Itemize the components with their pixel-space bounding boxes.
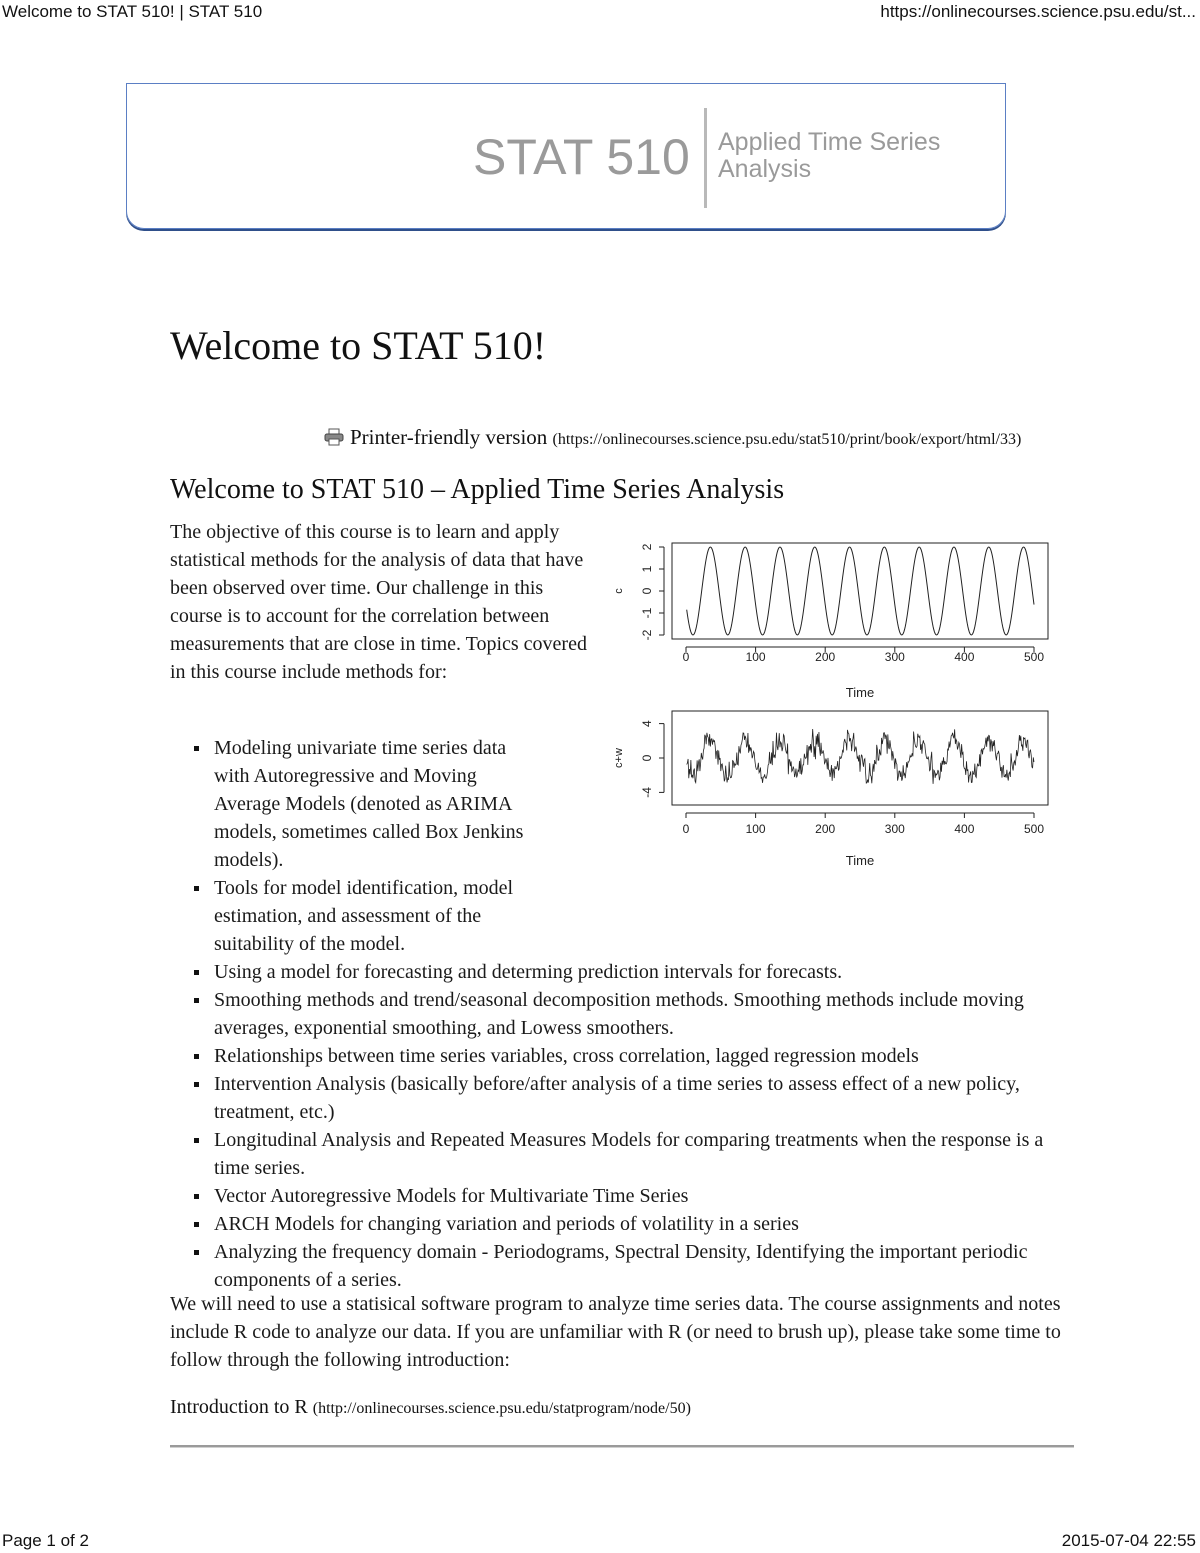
print-timestamp: 2015-07-04 22:55 [1061,1531,1196,1550]
x-tick-label: 100 [745,822,766,836]
x-tick-label: 200 [815,650,836,664]
section-subtitle: Welcome to STAT 510 – Applied Time Series Analysis [170,474,785,505]
x-axis-label: Time [845,685,875,700]
x-tick-label: 300 [884,650,905,664]
printer-friendly-link[interactable] [324,425,1021,452]
y-tick-label: -4 [640,787,655,798]
print-page-title: Welcome to STAT 510! | STAT 510 [2,2,263,21]
y-tick-label: 0 [640,587,655,595]
list-item: Smoothing methods and trend/seasonal decomposition methods. Smoothing methods include moving averages, exponential smoothing, and Lowess smoothers. [170,986,1080,1042]
x-tick-label: 300 [884,822,905,836]
closing-paragraph: We will need to use a statisical software program to analyze time series data. The course assignments and notes include R code to analyze our data. If you are unfamiliar with R (or need to brush up), please take some time to follow through the following introduction: [170,1293,1061,1371]
x-tick-label: 400 [954,822,975,836]
list-item: Longitudinal Analysis and Repeated Measures Models for comparing treatments when the response is a time series. [170,1126,1080,1182]
topics-list [170,734,1080,1294]
list-item: ARCH Models for changing variation and periods of volatility in a series [170,1210,1080,1238]
intro-to-r-url: (http://onlinecourses.science.psu.edu/statprogram/node/50) [312,1400,691,1417]
x-tick-label: 0 [682,822,690,836]
list-item: Using a model for forecasting and determing prediction intervals for forecasts. [170,958,1080,986]
y-axis-label: c+w [613,748,625,768]
y-axis-label: c [613,588,625,594]
x-tick-label: 400 [954,650,975,664]
y-tick-label: -2 [640,629,655,641]
list-item: Intervention Analysis (basically before/after analysis of a time series to assess effect of a new policy, treatment, etc.) [170,1070,1080,1126]
plot-frame [672,543,1048,639]
x-tick-label: 100 [745,650,766,664]
list-item: Modeling univariate time series data with Autoregressive and Moving Average Models (denoted as ARIMA models, sometimes called Box Jenkins models). [170,734,544,874]
horizontal-rule [170,1445,1074,1448]
list-item: Relationships between time series variables, cross correlation, lagged regression models [170,1042,1080,1070]
y-tick-label: 4 [640,720,655,727]
print-url: https://onlinecourses.science.psu.edu/st... [880,2,1196,21]
x-tick-label: 500 [1023,650,1045,664]
x-tick-label: 500 [1023,822,1045,836]
y-tick-label: 0 [640,754,655,762]
y-tick-label: 1 [640,565,655,573]
intro-to-r-label[interactable]: Introduction to R [170,1396,308,1418]
intro-to-r-link[interactable] [170,1396,691,1419]
banner-course-code: STAT 510 [473,129,690,185]
series-line [687,547,1034,635]
banner-course-name: Applied Time Series Analysis [718,128,941,183]
list-item: Tools for model identification, model estimation, and assessment of the suitability of the model. [170,874,544,958]
printer-icon [324,427,344,452]
intro-paragraph: The objective of this course is to learn and apply statistical methods for the analysis of data that have been observed over time. Our challenge in this course is to account for the correlation between measurements that are close in time. Topics covered in this course include methods for: [170,521,587,683]
x-tick-label: 0 [682,650,690,664]
x-tick-label: 200 [815,822,836,836]
course-banner [126,83,1006,229]
list-item: Analyzing the frequency domain - Periodograms, Spectral Density, Identifying the important periodic components of a series. [170,1238,1080,1294]
x-axis-label: Time [845,853,875,868]
y-tick-label: -1 [640,607,655,619]
print-page-number: Page 1 of 2 [2,1531,89,1550]
y-tick-label: 2 [640,543,655,551]
printer-friendly-url: (https://onlinecourses.science.psu.edu/stat510/print/book/export/html/33) [552,431,1022,448]
banner-divider [704,108,707,208]
page-title: Welcome to STAT 510! [170,323,547,368]
printer-friendly-label[interactable]: Printer-friendly version [350,425,548,449]
list-item: Vector Autoregressive Models for Multivariate Time Series [170,1182,1080,1210]
